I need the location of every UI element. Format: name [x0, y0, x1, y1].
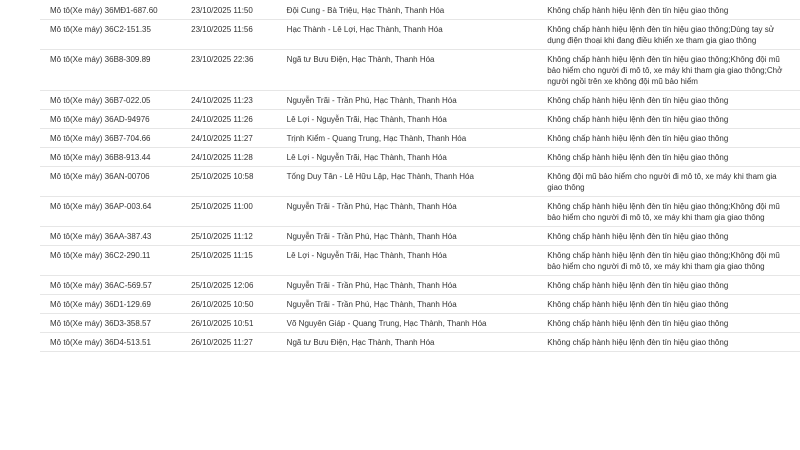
vehicle-cell: Mô tô(Xe máy) 36B7-704.66 [40, 129, 181, 148]
violations-table-body [40, 0, 800, 352]
table-row [40, 50, 800, 91]
table-row [40, 314, 800, 333]
violation-cell: Không chấp hành hiệu lệnh đèn tín hiệu giao thông [537, 227, 800, 246]
table-row [40, 295, 800, 314]
table-row [40, 91, 800, 110]
time-cell: 24/10/2025 11:26 [181, 110, 277, 129]
vehicle-cell: Mô tô(Xe máy) 36D1-129.69 [40, 295, 181, 314]
table-row [40, 20, 800, 50]
vehicle-cell: Mô tô(Xe máy) 36AP-003.64 [40, 197, 181, 227]
vehicle-cell: Mô tô(Xe máy) 36D4-513.51 [40, 333, 181, 352]
vehicle-cell: Mô tô(Xe máy) 36D3-358.57 [40, 314, 181, 333]
table-row [40, 227, 800, 246]
table-row [40, 197, 800, 227]
table-row [40, 246, 800, 276]
location-cell: Ngã tư Bưu Điện, Hạc Thành, Thanh Hóa [277, 50, 538, 91]
table-row [40, 167, 800, 197]
location-cell: Tống Duy Tân - Lê Hữu Lập, Hạc Thành, Thanh Hóa [277, 167, 538, 197]
vehicle-cell: Mô tô(Xe máy) 36AC-569.57 [40, 276, 181, 295]
time-cell: 25/10/2025 11:12 [181, 227, 277, 246]
violation-cell: Không chấp hành hiệu lệnh đèn tín hiệu giao thông [537, 148, 800, 167]
table-row [40, 129, 800, 148]
time-cell: 25/10/2025 12:06 [181, 276, 277, 295]
violation-cell: Không chấp hành hiệu lệnh đèn tín hiệu giao thông;Không đội mũ bảo hiểm cho người đi mô tô, xe máy khi tham gia giao thông;Chở người ngồi trên xe không đội mũ bảo hiểm [537, 50, 800, 91]
time-cell: 24/10/2025 11:28 [181, 148, 277, 167]
location-cell: Nguyễn Trãi - Trần Phú, Hạc Thành, Thanh Hóa [277, 197, 538, 227]
location-cell: Nguyễn Trãi - Trần Phú, Hạc Thành, Thanh Hóa [277, 295, 538, 314]
time-cell: 23/10/2025 11:50 [181, 0, 277, 20]
violation-cell: Không chấp hành hiệu lệnh đèn tín hiệu giao thông [537, 110, 800, 129]
violation-cell: Không chấp hành hiệu lệnh đèn tín hiệu giao thông [537, 295, 800, 314]
location-cell: Võ Nguyên Giáp - Quang Trung, Hạc Thành, Thanh Hóa [277, 314, 538, 333]
table-row [40, 110, 800, 129]
time-cell: 23/10/2025 11:56 [181, 20, 277, 50]
location-cell: Đội Cung - Bà Triệu, Hạc Thành, Thanh Hóa [277, 0, 538, 20]
table-row [40, 148, 800, 167]
vehicle-cell: Mô tô(Xe máy) 36C2-290.11 [40, 246, 181, 276]
location-cell: Hạc Thành - Lê Lợi, Hạc Thành, Thanh Hóa [277, 20, 538, 50]
location-cell: Lê Lợi - Nguyễn Trãi, Hạc Thành, Thanh Hóa [277, 246, 538, 276]
table-row [40, 333, 800, 352]
violation-cell: Không chấp hành hiệu lệnh đèn tín hiệu giao thông [537, 314, 800, 333]
location-cell: Ngã tư Bưu Điện, Hạc Thành, Thanh Hóa [277, 333, 538, 352]
vehicle-cell: Mô tô(Xe máy) 36AN-00706 [40, 167, 181, 197]
violation-cell: Không chấp hành hiệu lệnh đèn tín hiệu giao thông [537, 333, 800, 352]
violation-cell: Không chấp hành hiệu lệnh đèn tín hiệu giao thông [537, 91, 800, 110]
location-cell: Trịnh Kiểm - Quang Trung, Hạc Thành, Thanh Hóa [277, 129, 538, 148]
violation-cell: Không đội mũ bảo hiểm cho người đi mô tô, xe máy khi tham gia giao thông [537, 167, 800, 197]
violations-table [40, 0, 800, 352]
violation-cell: Không chấp hành hiệu lệnh đèn tín hiệu giao thông [537, 276, 800, 295]
violation-cell: Không chấp hành hiệu lệnh đèn tín hiệu giao thông;Không đội mũ bảo hiểm cho người đi mô tô, xe máy khi tham gia giao thông [537, 246, 800, 276]
location-cell: Nguyễn Trãi - Trần Phú, Hạc Thành, Thanh Hóa [277, 91, 538, 110]
table-row [40, 276, 800, 295]
time-cell: 25/10/2025 11:00 [181, 197, 277, 227]
vehicle-cell: Mô tô(Xe máy) 36AD-94976 [40, 110, 181, 129]
time-cell: 26/10/2025 11:27 [181, 333, 277, 352]
violation-cell: Không chấp hành hiệu lệnh đèn tín hiệu giao thông;Dùng tay sử dụng điện thoại khi đang điều khiển xe tham gia giao thông [537, 20, 800, 50]
vehicle-cell: Mô tô(Xe máy) 36B8-913.44 [40, 148, 181, 167]
vehicle-cell: Mô tô(Xe máy) 36B7-022.05 [40, 91, 181, 110]
location-cell: Nguyễn Trãi - Trần Phú, Hạc Thành, Thanh Hóa [277, 227, 538, 246]
vehicle-cell: Mô tô(Xe máy) 36MĐ1-687.60 [40, 0, 181, 20]
violation-cell: Không chấp hành hiệu lệnh đèn tín hiệu giao thông;Không đội mũ bảo hiểm cho người đi mô tô, xe máy khi tham gia giao thông [537, 197, 800, 227]
vehicle-cell: Mô tô(Xe máy) 36AA-387.43 [40, 227, 181, 246]
vehicle-cell: Mô tô(Xe máy) 36C2-151.35 [40, 20, 181, 50]
violation-cell: Không chấp hành hiệu lệnh đèn tín hiệu giao thông [537, 0, 800, 20]
table-row [40, 0, 800, 20]
location-cell: Nguyễn Trãi - Trần Phú, Hạc Thành, Thanh Hóa [277, 276, 538, 295]
time-cell: 26/10/2025 10:50 [181, 295, 277, 314]
location-cell: Lê Lợi - Nguyễn Trãi, Hạc Thành, Thanh Hóa [277, 148, 538, 167]
time-cell: 25/10/2025 10:58 [181, 167, 277, 197]
vehicle-cell: Mô tô(Xe máy) 36B8-309.89 [40, 50, 181, 91]
location-cell: Lê Lợi - Nguyễn Trãi, Hạc Thành, Thanh Hóa [277, 110, 538, 129]
time-cell: 25/10/2025 11:15 [181, 246, 277, 276]
time-cell: 24/10/2025 11:27 [181, 129, 277, 148]
time-cell: 26/10/2025 10:51 [181, 314, 277, 333]
time-cell: 23/10/2025 22:36 [181, 50, 277, 91]
time-cell: 24/10/2025 11:23 [181, 91, 277, 110]
violation-cell: Không chấp hành hiệu lệnh đèn tín hiệu giao thông [537, 129, 800, 148]
